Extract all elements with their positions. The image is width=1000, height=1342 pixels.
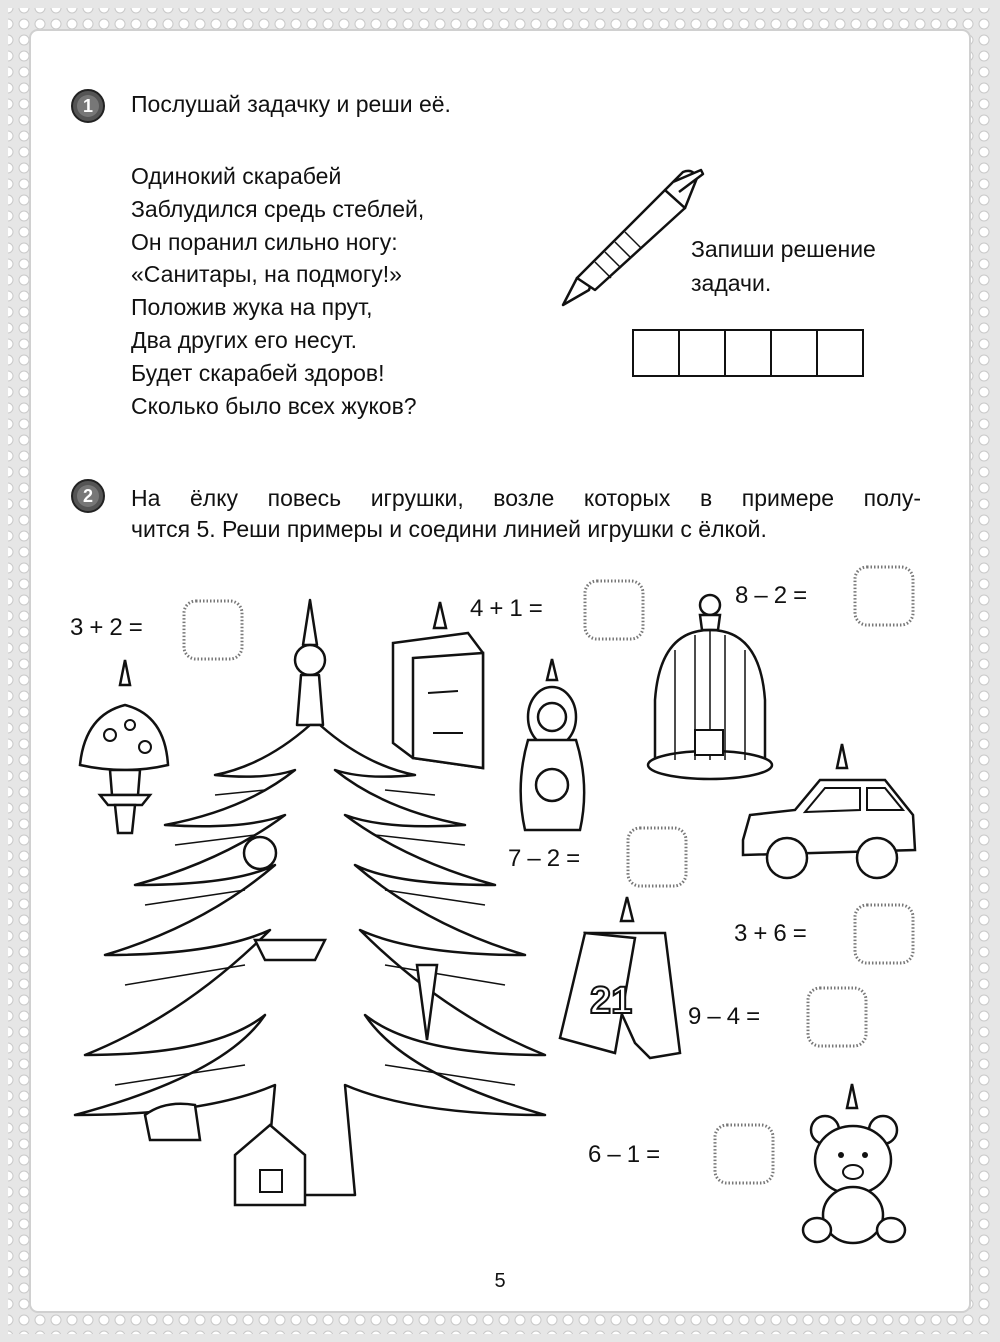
answer-cell[interactable]: [770, 329, 818, 377]
matryoshka-ornament-illustration[interactable]: [510, 655, 595, 835]
toy-car-ornament-illustration[interactable]: [735, 740, 920, 890]
example-9-minus-4: 9 – 4 =: [688, 1003, 761, 1030]
poem-line: Два других его несут.: [131, 326, 358, 353]
task-1-number-badge: [71, 89, 105, 123]
poem-line: Сколько было всех жуков?: [131, 392, 417, 419]
task-1-poem: [131, 160, 424, 422]
task-2-number: 2: [82, 486, 93, 506]
answer-box[interactable]: [582, 578, 646, 642]
task-1-number: 1: [82, 96, 93, 116]
calendar-number: 21: [590, 980, 633, 1022]
answer-box[interactable]: [712, 1122, 776, 1186]
poem-line: Заблудился средь стеблей,: [131, 195, 425, 222]
answer-cell[interactable]: [724, 329, 772, 377]
answer-box[interactable]: [852, 564, 916, 628]
write-prompt-line2: задачи.: [691, 270, 772, 296]
mushroom-ornament-illustration[interactable]: [70, 655, 170, 835]
poem-line: Будет скарабей здоров!: [131, 359, 385, 386]
write-prompt-line1: Запиши решение: [691, 236, 876, 262]
answer-box[interactable]: [625, 825, 689, 889]
example-8-minus-2: 8 – 2 =: [735, 582, 808, 609]
poem-line: Одинокий скарабей: [131, 163, 342, 189]
task-2-instruction-line2: чится 5. Реши примеры и соедини линией игрушки с ёлкой.: [131, 516, 767, 542]
calendar-ornament-illustration[interactable]: [555, 893, 685, 1063]
task-2-number-badge: [71, 479, 105, 513]
answer-cell[interactable]: [632, 329, 680, 377]
poem-line: Положив жука на прут,: [131, 294, 373, 321]
answer-cell[interactable]: [816, 329, 864, 377]
task-1-instruction: Послушай задачку и реши её.: [131, 91, 451, 117]
example-7-minus-2: 7 – 2 =: [508, 845, 581, 872]
example-4-plus-1: 4 + 1 =: [470, 595, 543, 622]
example-3-plus-2: 3 + 2 =: [70, 614, 143, 641]
answer-box[interactable]: [852, 902, 916, 966]
answer-box[interactable]: [805, 985, 869, 1049]
example-3-plus-6: 3 + 6 =: [734, 920, 807, 947]
task-2-instruction-line1: На ёлку повесь игрушки, возле которых в примере полу-: [131, 485, 921, 511]
task-2-instruction: [131, 483, 921, 545]
page-number: 5: [494, 1270, 506, 1292]
example-6-minus-1: 6 – 1 =: [588, 1141, 661, 1168]
poem-line: «Санитары, на подмогу!»: [131, 261, 402, 288]
poem-line: Он поранил сильно ногу:: [131, 228, 398, 255]
book-ornament-illustration[interactable]: [388, 598, 488, 778]
answer-cells[interactable]: [634, 329, 864, 377]
answer-cell[interactable]: [678, 329, 726, 377]
pen-illustration: [555, 160, 705, 310]
teddy-bear-ornament-illustration[interactable]: [795, 1080, 915, 1250]
